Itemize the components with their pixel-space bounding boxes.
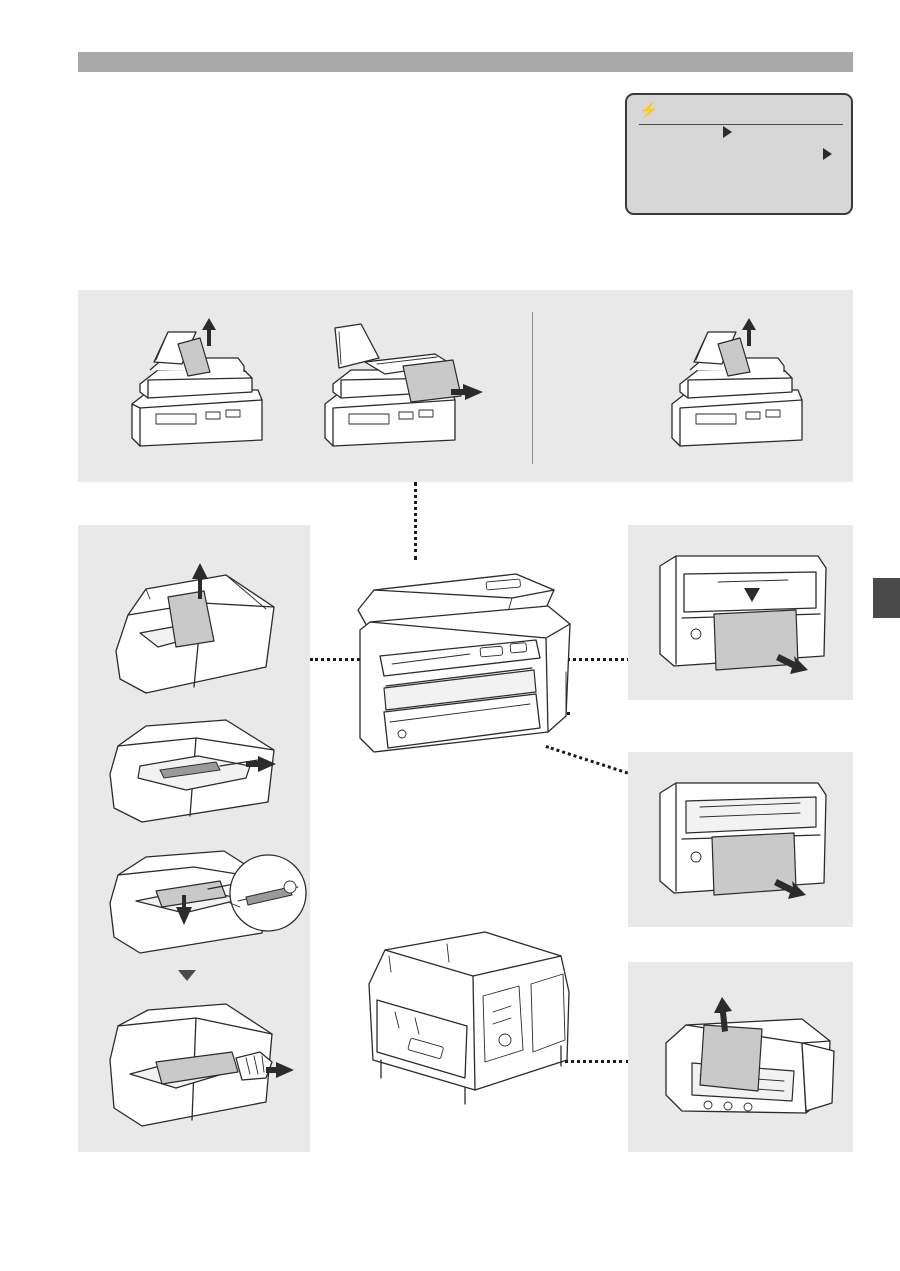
paper-cassette-figure — [648, 775, 838, 910]
remove-jammed-paper-under-cartridge — [100, 845, 320, 963]
step-down-caret-icon — [178, 970, 196, 981]
page-header-bar — [78, 52, 853, 72]
printer-rear-view — [355, 920, 595, 1110]
paper-jam-message-display — [625, 93, 853, 215]
lcd-arrow-icon-1 — [723, 126, 732, 138]
remove-toner-cartridge — [100, 712, 290, 830]
adf-close-cover — [650, 318, 820, 458]
rear-cover-figure — [652, 985, 847, 1130]
adf-feeder-open-remove-original — [110, 318, 280, 458]
pull-jammed-paper-from-transport-guide — [100, 1000, 300, 1135]
leader-line-adf-to-printer — [414, 482, 417, 560]
adf-tray-pull-original-out — [305, 318, 505, 458]
section-edge-tab — [873, 578, 900, 618]
printer-front-view — [340, 552, 600, 782]
open-top-cover-remove-paper — [106, 555, 286, 700]
output-tray-figure — [648, 548, 838, 683]
panel-divider — [532, 312, 533, 464]
lcd-divider — [639, 124, 843, 125]
lcd-arrow-icon-2 — [823, 148, 832, 160]
jam-alert-icon: ⚡ — [639, 102, 657, 119]
